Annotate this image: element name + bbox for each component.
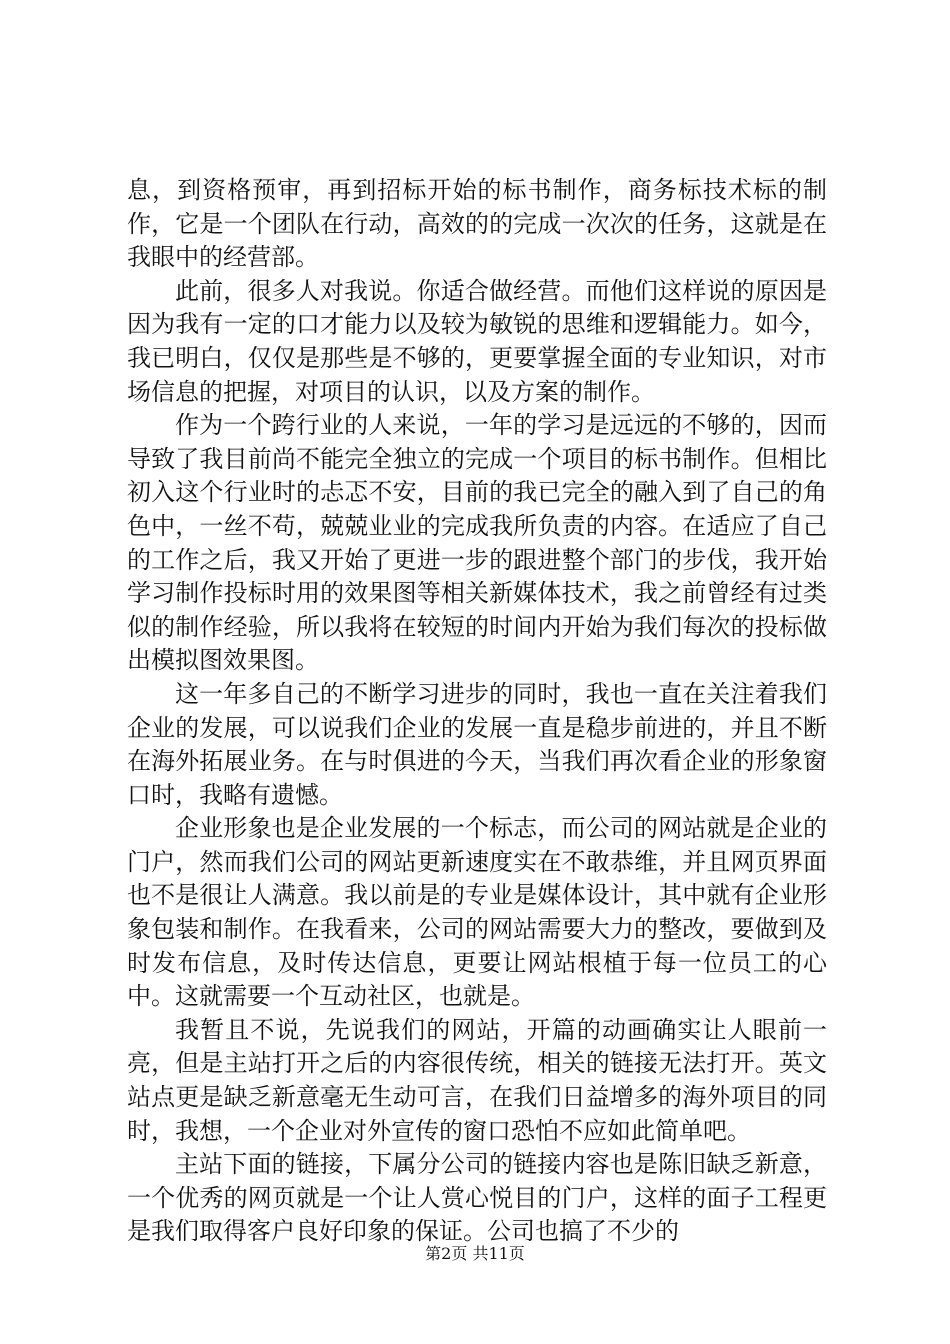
paragraph-7: 主站下面的链接，下属分公司的链接内容也是陈旧缺乏新意，一个优秀的网页就是一个让人赏心悦目的门户，这样的面子工程更是我们取得客户良好印象的保证。公司也搞了不少的 (127, 1150, 827, 1246)
paragraph-4: 这一年多自己的不断学习进步的同时，我也一直在关注着我们企业的发展，可以说我们企业的发展一直是稳步前进的，并且不断在海外拓展业务。在与时俱进的今天，当我们再次看企业的形象窗口时，我略有遗憾。 (127, 679, 827, 809)
paragraph-3: 作为一个跨行业的人来说，一年的学习是远远的不够的，因而导致了我目前尚不能完全独立的完成一个项目的标书制作。但相比初入这个行业时的忐忑不安，目前的我已完全的融入到了自己的角色中，一丝不苟，兢兢业业的完成我所负责的内容。在适应了自己的工作之后，我又开始了更进一步的跟进整个部门的步伐，我开始学习制作投标时用的效果图等相关新媒体技术，我之前曾经有过类似的制作经验，所以我将在较短的时间内开始为我们每次的投标做出模拟图效果图。 (127, 411, 827, 675)
paragraph-1: 息，到资格预审，再到招标开始的标书制作，商务标技术标的制作，它是一个团队在行动，高效的的完成一次次的任务，这就是在我眼中的经营部。 (127, 176, 827, 272)
document-body (127, 174, 827, 1249)
page-number-footer: 第2页 共11页 (425, 1244, 525, 1263)
paragraph-6: 我暂且不说，先说我们的网站，开篇的动画确实让人眼前一亮，但是主站打开之后的内容很传统，相关的链接无法打开。英文站点更是缺乏新意毫无生动可言，在我们日益增多的海外项目的同时，我想，一个企业对外宣传的窗口恐怕不应如此简单吧。 (127, 1015, 827, 1145)
paragraph-2: 此前，很多人对我说。你适合做经营。而他们这样说的原因是因为我有一定的口才能力以及较为敏锐的思维和逻辑能力。如今，我已明白，仅仅是那些是不够的，更要掌握全面的专业知识，对市场信息的把握，对项目的认识，以及方案的制作。 (127, 276, 827, 406)
paragraph-5: 企业形象也是企业发展的一个标志，而公司的网站就是企业的门户，然而我们公司的网站更新速度实在不敢恭维，并且网页界面也不是很让人满意。我以前是的专业是媒体设计，其中就有企业形象包装和制作。在我看来，公司的网站需要大力的整改，要做到及时发布信息，及时传达信息，更要让网站根植于每一位员工的心中。这就需要一个互动社区，也就是。 (127, 814, 827, 1011)
